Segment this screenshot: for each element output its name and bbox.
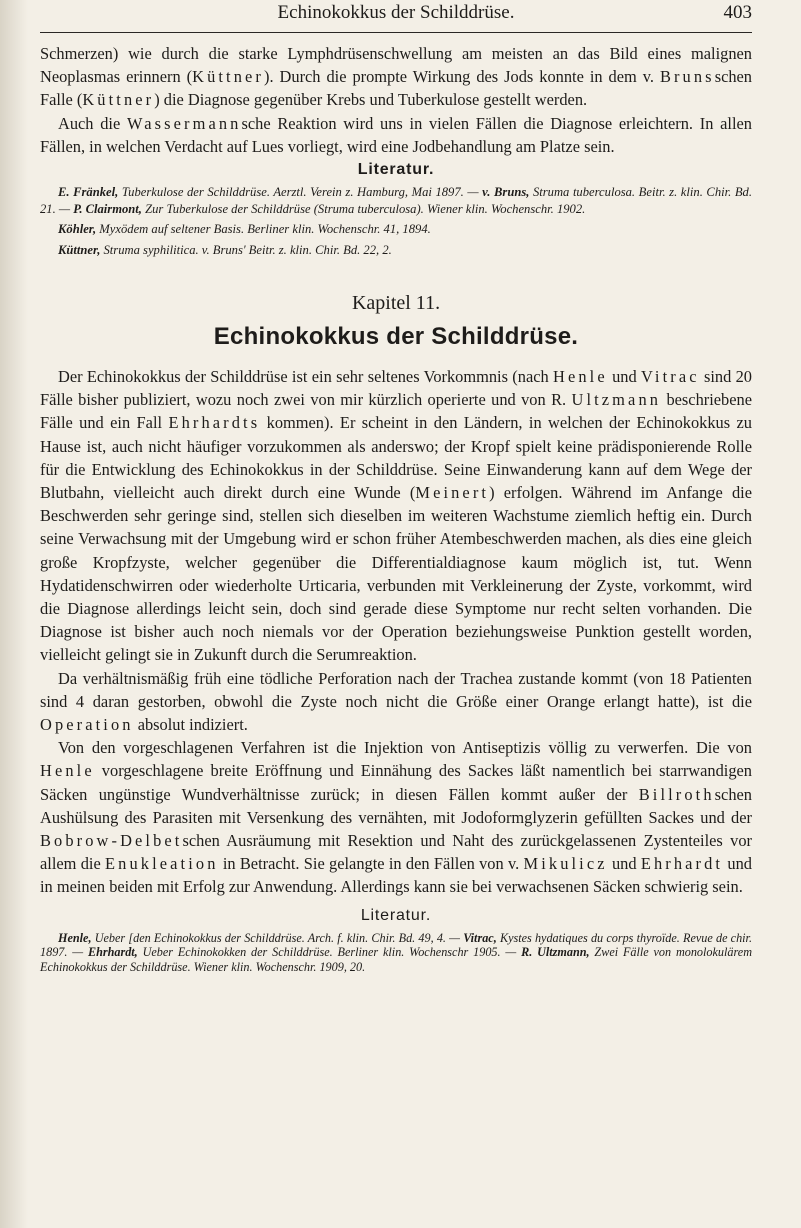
paragraph-procedures [40, 736, 752, 898]
text-run: und in meinen beiden mit Erfolg zur Anwendung. Allerdings kann sie bei verwachsenen Säcken schwierig sein. [40, 854, 752, 897]
author-name: Küttner [82, 90, 155, 110]
text-run: absolut indiziert. [133, 715, 248, 735]
author-name: Mikulicz [523, 854, 608, 874]
text-run: Kystes hydatiques du corps thyroïde. Revue de chir. 1897. — [40, 930, 752, 960]
reference-author: Vitrac, [463, 930, 497, 945]
text-run: Zur Tuberkulose der Schilddrüse (Struma tuberculosa). Wiener klin. Wochenschr. 1902. [141, 201, 586, 216]
text-run: schen Falle ( [40, 67, 753, 110]
reference-entry [40, 242, 752, 259]
text-run: beschriebene Fälle und ein Fall [40, 390, 752, 433]
chapter-title: Echinokokkus der Schilddrüse. [213, 323, 579, 351]
author-name: Bruns [659, 67, 715, 87]
running-title: Echinokokkus der Schilddrüse. [277, 2, 515, 23]
author-name: Ehrhardt [640, 854, 724, 874]
text-run: und [607, 854, 641, 874]
reference-entry [40, 184, 752, 217]
text-run: und [607, 367, 641, 387]
literature-heading: Literatur. [357, 161, 435, 179]
text-run: sche Reaktion wird uns in vielen Fällen die Diagnose erleichtern. In allen Fällen, in welchen Verdacht auf Lues vorliegt, wird eine Jodbehandlung am Platze sein. [40, 113, 752, 156]
text-run: Ueber Echinokokken der Schilddrüse. Berliner klin. Wochenschr 1905. — [137, 945, 522, 960]
reference-author: Küttner, [58, 242, 101, 257]
author-name: Wassermann [126, 113, 242, 133]
running-header [40, 2, 752, 28]
page-body [40, 42, 752, 974]
page-gutter-shadow [0, 0, 28, 1228]
text-run: schen Ausräumung mit Resektion und Naht des zurückgelassenen Zystenteiles vor allem die [40, 831, 752, 874]
header-rule [40, 32, 752, 33]
reference-author: Ehrhardt, [87, 945, 138, 960]
text-run: ) die Diagnose gegenüber Krebs und Tuberkulose gestellt werden. [154, 90, 588, 110]
text-run: vorgeschlagene breite Eröffnung und Einnähung des Sackes läßt namentlich bei starrwandigen Säcken ungünstige Wundverhältnisse zurück; in diesen Fällen kommt außer der [40, 761, 752, 804]
author-name: Billroth [638, 784, 715, 804]
text-run: Myxödem auf seltener Basis. Berliner klin. Wochenschr. 41, 1894. [96, 222, 431, 237]
text-run: Struma syphilitica. v. Bruns' Beitr. z. klin. Chir. Bd. 22, 2. [100, 242, 392, 257]
reference-author: E. Fränkel, [58, 185, 119, 200]
text-run: Tuberkulose der Schilddrüse. Aerztl. Verein z. Hamburg, Mai 1897. — [118, 185, 483, 200]
author-name: Meinert [415, 483, 490, 503]
text-run: Der Echinokokkus der Schilddrüse ist ein sehr seltenes Vorkommnis (nach [58, 367, 554, 387]
author-name: Henle [40, 761, 95, 781]
text-run: Da verhältnismäßig früh eine tödliche Perforation nach der Trachea zustande kommt (von 18 Patienten sind 4 daran gestorben, obwohl die Zyste noch nicht die Größe einer Orange erlangt hatte), ist die [40, 668, 752, 711]
paragraph-wassermann [40, 112, 752, 158]
reference-entry [40, 221, 752, 238]
emphasized-term: Operation [40, 715, 134, 735]
paragraph-intro [40, 365, 752, 667]
reference-author: Köhler, [58, 222, 97, 237]
paragraph-perforation [40, 667, 752, 737]
page-number: 403 [723, 2, 752, 23]
text-run: Zwei Fälle von monolokulärem Echinokokkus der Schilddrüse. Wiener klin. Wochenschr. 1909, 20. [40, 945, 752, 974]
author-name: Vitrac [640, 367, 700, 387]
emphasized-term: Enukleation [105, 854, 219, 874]
reference-entry [40, 931, 752, 975]
text-run: kommen). Er scheint in den Ländern, in welchen der Echinokokkus zu Hause ist, auch nicht häufiger vorzukommen als anderswo; der Kropf spielt keine prädisponierende Rolle für die Entwicklung des Echinokokkus in der Schilddrüse. Seine Einwanderung kann auf dem Wege der Blutbahn, vielleicht auch direkt durch eine Wunde ( [40, 413, 752, 503]
author-name: Ultzmann [571, 390, 662, 410]
chapter-number: Kapitel 11. [351, 292, 441, 315]
reference-author: v. Bruns, [482, 185, 530, 200]
reference-author: Henle, [58, 930, 92, 945]
literature-heading-2: Literatur. [360, 906, 432, 924]
author-name: Henle [553, 367, 608, 387]
text-run: ) erfolgen. Während im Anfange die Beschwerden sehr geringe sind, stellen sich dieselben im weiteren Wachstume ziemlich heftig ein. Durch seine Verwachsung mit der Umgebung wird er schon früher Atembeschwerden machen, als dies eine gleich große Kropfzyste, welcher gegenüber die Differentialdiagnose kaum möglich ist, tut. Wenn Hydatidenschwirren oder wiederholte Urticaria, verbunden mit Verkleinerung der Zyste, vorkommt, wird die Diagnose allerdings leicht sein, doch sind gerade diese Symptome nur recht selten vorhanden. Die Diagnose ist bisher auch noch niemals vor der Operation beziehungsweise Punktion gestellt worden, vielleicht gelingt sie in Zukunft durch die Serumreaktion. [40, 483, 752, 665]
text-run: in Betracht. Sie gelangte in den Fällen von v. [218, 854, 524, 874]
reference-author: P. Clairmont, [73, 201, 142, 216]
text-run: Schmerzen) wie durch die starke Lymphdrüsenschwellung am meisten an das Bild eines malignen Neoplasmas erinnern ( [40, 44, 752, 87]
text-run: schen Aushülsung des Parasiten mit Versenkung des vernähten, mit Jodoformglyzerin gefüllten Sackes und der [40, 784, 752, 827]
text-run: Struma tuberculosa. Beitr. z. klin. Chir. Bd. 21. — [40, 185, 752, 216]
text-run: Auch die [58, 113, 127, 133]
text-run: ). Durch die prompte Wirkung des Jods konnte in dem v. [264, 67, 660, 87]
reference-author: R. Ultzmann, [521, 945, 590, 960]
text-run: sind 20 Fälle bisher publiziert, wozu noch zwei von mir kürzlich operierte und von R. [40, 367, 752, 410]
text-run: Ueber [den Echinokokkus der Schilddrüse. Arch. f. klin. Chir. Bd. 49, 4. — [91, 930, 464, 945]
text-run: Von den vorgeschlagenen Verfahren ist die Injektion von Antiseptizis völlig zu verwerfen. Die von [58, 738, 752, 758]
author-name: Küttner [192, 67, 265, 87]
author-name: Ehrhardts [168, 413, 261, 433]
paragraph-symptoms [40, 42, 752, 112]
author-name: Bobrow-Delbet [40, 831, 183, 851]
